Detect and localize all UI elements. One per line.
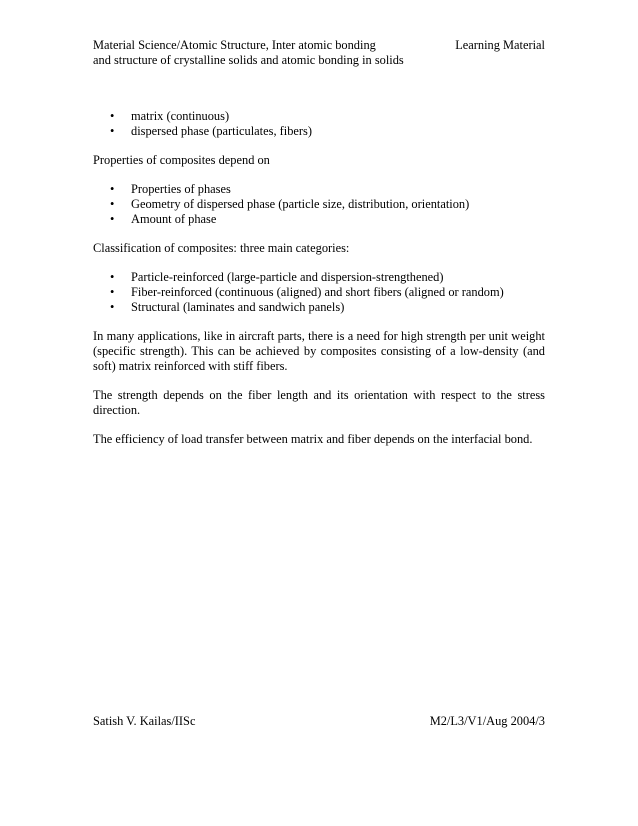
- list-item: • Properties of phases: [93, 182, 545, 197]
- list-item: • Structural (laminates and sandwich panels): [93, 300, 545, 315]
- list-item: • Amount of phase: [93, 212, 545, 227]
- list-item: • dispersed phase (particulates, fibers): [93, 124, 545, 139]
- page-header: [93, 38, 545, 68]
- composite-phases-list: [93, 109, 545, 139]
- footer-author: Satish V. Kailas/IISc: [93, 714, 196, 728]
- paragraph-efficiency: The efficiency of load transfer between matrix and fiber depends on the interfacial bond.: [93, 432, 533, 446]
- paragraph-classification: Classification of composites: three main categories:: [93, 241, 350, 255]
- page-footer: [93, 714, 545, 729]
- paragraph-properties: Properties of composites depend on: [93, 153, 270, 167]
- header-learning-material: Learning Material: [455, 38, 545, 52]
- paragraph-strength: The strength depends on the fiber length and its orientation with respect to the stress direction.: [93, 388, 545, 417]
- header-title-line2: and structure of crystalline solids and atomic bonding in solids: [93, 53, 404, 67]
- classification-list: [93, 270, 545, 315]
- header-title-line1: Material Science/Atomic Structure, Inter atomic bonding: [93, 38, 376, 52]
- list-item: • Fiber-reinforced (continuous (aligned) and short fibers (aligned or random): [93, 285, 545, 300]
- list-item: • Geometry of dispersed phase (particle size, distribution, orientation): [93, 197, 545, 212]
- list-item: • Particle-reinforced (large-particle and dispersion-strengthened): [93, 270, 545, 285]
- list-item: • matrix (continuous): [93, 109, 545, 124]
- properties-list: [93, 182, 545, 227]
- footer-code: M2/L3/V1/Aug 2004/3: [429, 714, 545, 728]
- paragraph-applications: In many applications, like in aircraft parts, there is a need for high strength per unit weight (specific strength). This can be achieved by composites consisting of a low-density (and soft) matrix reinforced with stiff fibers.: [93, 329, 545, 373]
- document-body: [93, 109, 545, 447]
